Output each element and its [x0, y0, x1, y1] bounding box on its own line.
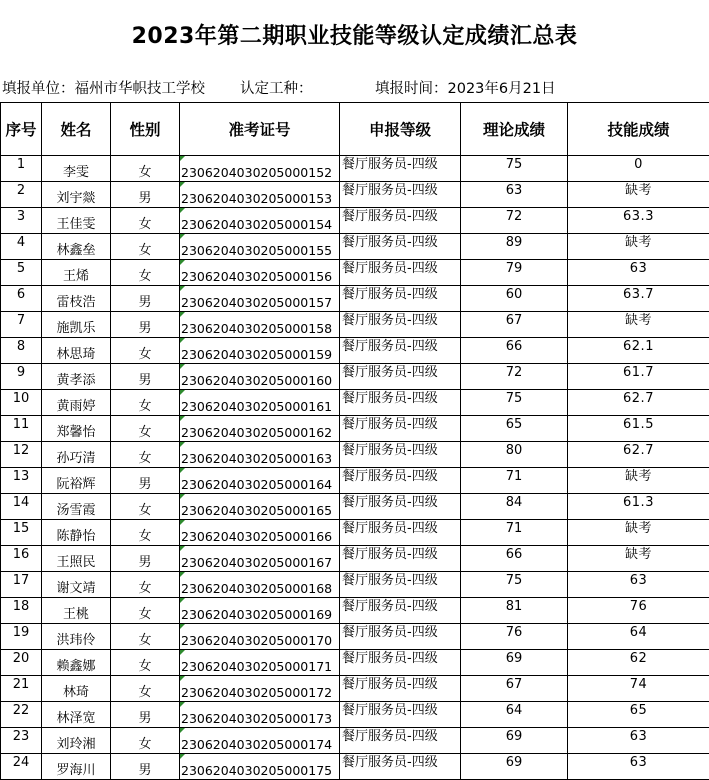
cell-skill[interactable]: 65	[568, 702, 709, 728]
cell-gender[interactable]: 女	[111, 208, 180, 234]
cell-exam-id[interactable]: 2306204030205000162	[180, 416, 340, 442]
cell-gender[interactable]: 女	[111, 728, 180, 754]
cell-skill[interactable]: 63	[568, 572, 709, 598]
cell-level[interactable]: 餐厅服务员-四级	[340, 494, 461, 520]
cell-level[interactable]: 餐厅服务员-四级	[340, 260, 461, 286]
header-level[interactable]: 申报等级	[340, 103, 461, 156]
cell-seq[interactable]: 3	[1, 208, 42, 234]
cell-theory[interactable]: 80	[461, 442, 568, 468]
cell-seq[interactable]: 6	[1, 286, 42, 312]
cell-level[interactable]: 餐厅服务员-四级	[340, 546, 461, 572]
cell-exam-id[interactable]: 2306204030205000174	[180, 728, 340, 754]
table-row	[1, 390, 709, 416]
cell-skill[interactable]: 缺考	[568, 312, 709, 338]
cell-seq[interactable]: 8	[1, 338, 42, 364]
cell-name[interactable]: 陈静怡	[42, 520, 111, 546]
table-row	[1, 468, 709, 494]
cell-seq[interactable]: 14	[1, 494, 42, 520]
table-row	[1, 312, 709, 338]
table-row	[1, 234, 709, 260]
cell-seq[interactable]: 11	[1, 416, 42, 442]
cell-exam-id[interactable]: 2306204030205000156	[180, 260, 340, 286]
cell-level[interactable]: 餐厅服务员-四级	[340, 208, 461, 234]
cell-level[interactable]: 餐厅服务员-四级	[340, 572, 461, 598]
cell-skill[interactable]: 61.7	[568, 364, 709, 390]
cell-name[interactable]: 汤雪霞	[42, 494, 111, 520]
report-time: 填报时间：2023年6月21日	[375, 77, 556, 98]
cell-exam-id[interactable]: 2306204030205000164	[180, 468, 340, 494]
cell-gender[interactable]: 女	[111, 442, 180, 468]
table-row	[1, 156, 709, 182]
cell-gender[interactable]: 男	[111, 702, 180, 728]
cell-theory[interactable]: 72	[461, 208, 568, 234]
cell-skill[interactable]: 缺考	[568, 182, 709, 208]
cell-exam-id[interactable]: 2306204030205000171	[180, 650, 340, 676]
table-row	[1, 338, 709, 364]
table-row	[1, 286, 709, 312]
cell-level[interactable]: 餐厅服务员-四级	[340, 364, 461, 390]
cell-exam-id[interactable]: 2306204030205000167	[180, 546, 340, 572]
cell-exam-id[interactable]: 2306204030205000159	[180, 338, 340, 364]
cell-theory[interactable]: 75	[461, 156, 568, 182]
header-seq[interactable]: 序号	[1, 103, 42, 156]
header-name[interactable]: 姓名	[42, 103, 111, 156]
cell-seq[interactable]: 20	[1, 650, 42, 676]
cell-name[interactable]: 赖鑫娜	[42, 650, 111, 676]
cell-skill[interactable]: 63.7	[568, 286, 709, 312]
cell-gender[interactable]: 男	[111, 468, 180, 494]
cell-seq[interactable]: 23	[1, 728, 42, 754]
cell-level[interactable]: 餐厅服务员-四级	[340, 520, 461, 546]
cell-name[interactable]: 罗海川	[42, 754, 111, 780]
cell-level[interactable]: 餐厅服务员-四级	[340, 442, 461, 468]
cell-gender[interactable]: 女	[111, 676, 180, 702]
cell-name[interactable]: 林泽宽	[42, 702, 111, 728]
cell-exam-id[interactable]: 2306204030205000154	[180, 208, 340, 234]
cell-exam-id[interactable]: 2306204030205000166	[180, 520, 340, 546]
cell-skill[interactable]: 63.3	[568, 208, 709, 234]
cell-theory[interactable]: 76	[461, 624, 568, 650]
table-row	[1, 546, 709, 572]
cell-skill[interactable]: 63	[568, 754, 709, 780]
cell-seq[interactable]: 24	[1, 754, 42, 780]
cell-gender[interactable]: 男	[111, 754, 180, 780]
cell-exam-id[interactable]: 2306204030205000155	[180, 234, 340, 260]
cell-skill[interactable]: 缺考	[568, 520, 709, 546]
cell-seq[interactable]: 13	[1, 468, 42, 494]
cell-skill[interactable]: 缺考	[568, 468, 709, 494]
cell-level[interactable]: 餐厅服务员-四级	[340, 312, 461, 338]
cell-theory[interactable]: 81	[461, 598, 568, 624]
cell-exam-id[interactable]: 2306204030205000168	[180, 572, 340, 598]
cell-gender[interactable]: 女	[111, 598, 180, 624]
cell-level[interactable]: 餐厅服务员-四级	[340, 182, 461, 208]
cell-level[interactable]: 餐厅服务员-四级	[340, 624, 461, 650]
cell-gender[interactable]: 女	[111, 234, 180, 260]
cell-gender[interactable]: 女	[111, 416, 180, 442]
cell-seq[interactable]: 2	[1, 182, 42, 208]
cell-gender[interactable]: 女	[111, 390, 180, 416]
cell-theory[interactable]: 89	[461, 234, 568, 260]
cell-name[interactable]: 林鑫垒	[42, 234, 111, 260]
cell-theory[interactable]: 60	[461, 286, 568, 312]
cell-level[interactable]: 餐厅服务员-四级	[340, 468, 461, 494]
cell-level[interactable]: 餐厅服务员-四级	[340, 338, 461, 364]
cell-theory[interactable]: 79	[461, 260, 568, 286]
cell-name[interactable]: 洪玮伶	[42, 624, 111, 650]
cell-exam-id[interactable]: 2306204030205000170	[180, 624, 340, 650]
score-table	[0, 102, 709, 780]
cell-gender[interactable]: 男	[111, 182, 180, 208]
table-row	[1, 754, 709, 780]
table-row	[1, 442, 709, 468]
cell-skill[interactable]: 76	[568, 598, 709, 624]
cell-name[interactable]: 王烯	[42, 260, 111, 286]
table-row	[1, 728, 709, 754]
cell-seq[interactable]: 15	[1, 520, 42, 546]
cell-exam-id[interactable]: 2306204030205000161	[180, 390, 340, 416]
cell-name[interactable]: 王佳雯	[42, 208, 111, 234]
trade-label: 认定工种：	[240, 77, 313, 98]
cell-level[interactable]: 餐厅服务员-四级	[340, 754, 461, 780]
info-bar	[0, 68, 709, 102]
cell-seq[interactable]: 17	[1, 572, 42, 598]
cell-theory[interactable]: 63	[461, 182, 568, 208]
report-unit: 填报单位：福州市华帜技工学校	[2, 77, 205, 98]
cell-theory[interactable]: 72	[461, 364, 568, 390]
table-row	[1, 624, 709, 650]
table-row	[1, 520, 709, 546]
cell-exam-id[interactable]: 2306204030205000175	[180, 754, 340, 780]
cell-theory[interactable]: 64	[461, 702, 568, 728]
cell-gender[interactable]: 女	[111, 520, 180, 546]
cell-skill[interactable]: 62.7	[568, 390, 709, 416]
cell-exam-id[interactable]: 2306204030205000160	[180, 364, 340, 390]
cell-seq[interactable]: 18	[1, 598, 42, 624]
cell-gender[interactable]: 女	[111, 338, 180, 364]
cell-gender[interactable]: 女	[111, 494, 180, 520]
table-row	[1, 260, 709, 286]
cell-theory[interactable]: 66	[461, 338, 568, 364]
cell-name[interactable]: 刘玲湘	[42, 728, 111, 754]
cell-skill[interactable]: 61.3	[568, 494, 709, 520]
header-row	[1, 103, 709, 156]
cell-name[interactable]: 孙巧清	[42, 442, 111, 468]
table-row	[1, 208, 709, 234]
cell-level[interactable]: 餐厅服务员-四级	[340, 234, 461, 260]
cell-level[interactable]: 餐厅服务员-四级	[340, 390, 461, 416]
cell-theory[interactable]: 75	[461, 572, 568, 598]
cell-gender[interactable]: 女	[111, 624, 180, 650]
cell-exam-id[interactable]: 2306204030205000152	[180, 156, 340, 182]
cell-skill[interactable]: 缺考	[568, 546, 709, 572]
cell-theory[interactable]: 67	[461, 676, 568, 702]
cell-theory[interactable]: 71	[461, 520, 568, 546]
cell-theory[interactable]: 84	[461, 494, 568, 520]
cell-name[interactable]: 王桃	[42, 598, 111, 624]
cell-seq[interactable]: 21	[1, 676, 42, 702]
cell-seq[interactable]: 16	[1, 546, 42, 572]
header-skill[interactable]: 技能成绩	[568, 103, 709, 156]
cell-seq[interactable]: 12	[1, 442, 42, 468]
cell-name[interactable]: 谢文靖	[42, 572, 111, 598]
cell-seq[interactable]: 10	[1, 390, 42, 416]
cell-gender[interactable]: 男	[111, 546, 180, 572]
cell-exam-id[interactable]: 2306204030205000163	[180, 442, 340, 468]
cell-skill[interactable]: 缺考	[568, 234, 709, 260]
cell-exam-id[interactable]: 2306204030205000165	[180, 494, 340, 520]
cell-gender[interactable]: 女	[111, 650, 180, 676]
cell-skill[interactable]: 62.7	[568, 442, 709, 468]
cell-seq[interactable]: 7	[1, 312, 42, 338]
cell-theory[interactable]: 66	[461, 546, 568, 572]
cell-name[interactable]: 王照民	[42, 546, 111, 572]
cell-skill[interactable]: 62	[568, 650, 709, 676]
header-exam-id[interactable]: 准考证号	[180, 103, 340, 156]
cell-name[interactable]: 阮裕辉	[42, 468, 111, 494]
cell-name[interactable]: 刘宇燚	[42, 182, 111, 208]
sheet-title: 2023年第二期职业技能等级认定成绩汇总表	[0, 0, 709, 68]
cell-gender[interactable]: 女	[111, 260, 180, 286]
table-row	[1, 364, 709, 390]
cell-level[interactable]: 餐厅服务员-四级	[340, 650, 461, 676]
cell-name[interactable]: 李雯	[42, 156, 111, 182]
cell-name[interactable]: 郑馨怡	[42, 416, 111, 442]
cell-theory[interactable]: 65	[461, 416, 568, 442]
cell-skill[interactable]: 62.1	[568, 338, 709, 364]
cell-seq[interactable]: 19	[1, 624, 42, 650]
cell-skill[interactable]: 63	[568, 728, 709, 754]
cell-name[interactable]: 黄孝添	[42, 364, 111, 390]
cell-gender[interactable]: 男	[111, 286, 180, 312]
cell-exam-id[interactable]: 2306204030205000157	[180, 286, 340, 312]
cell-theory[interactable]: 69	[461, 650, 568, 676]
table-row	[1, 182, 709, 208]
cell-gender[interactable]: 男	[111, 364, 180, 390]
cell-seq[interactable]: 22	[1, 702, 42, 728]
cell-gender[interactable]: 女	[111, 156, 180, 182]
cell-name[interactable]: 施凯乐	[42, 312, 111, 338]
cell-name[interactable]: 林琦	[42, 676, 111, 702]
cell-exam-id[interactable]: 2306204030205000158	[180, 312, 340, 338]
table-row	[1, 572, 709, 598]
cell-name[interactable]: 雷枝浩	[42, 286, 111, 312]
cell-skill[interactable]: 61.5	[568, 416, 709, 442]
header-theory[interactable]: 理论成绩	[461, 103, 568, 156]
cell-exam-id[interactable]: 2306204030205000169	[180, 598, 340, 624]
cell-name[interactable]: 黄雨婷	[42, 390, 111, 416]
cell-seq[interactable]: 5	[1, 260, 42, 286]
cell-theory[interactable]: 71	[461, 468, 568, 494]
cell-exam-id[interactable]: 2306204030205000173	[180, 702, 340, 728]
cell-level[interactable]: 餐厅服务员-四级	[340, 728, 461, 754]
header-gender[interactable]: 性别	[111, 103, 180, 156]
cell-seq[interactable]: 9	[1, 364, 42, 390]
cell-level[interactable]: 餐厅服务员-四级	[340, 598, 461, 624]
table-row	[1, 598, 709, 624]
cell-skill[interactable]: 74	[568, 676, 709, 702]
cell-theory[interactable]: 75	[461, 390, 568, 416]
cell-seq[interactable]: 1	[1, 156, 42, 182]
cell-level[interactable]: 餐厅服务员-四级	[340, 286, 461, 312]
cell-skill[interactable]: 63	[568, 260, 709, 286]
table-row	[1, 416, 709, 442]
cell-skill[interactable]: 0	[568, 156, 709, 182]
cell-name[interactable]: 林思琦	[42, 338, 111, 364]
cell-exam-id[interactable]: 2306204030205000153	[180, 182, 340, 208]
cell-theory[interactable]: 69	[461, 754, 568, 780]
cell-level[interactable]: 餐厅服务员-四级	[340, 416, 461, 442]
cell-seq[interactable]: 4	[1, 234, 42, 260]
cell-level[interactable]: 餐厅服务员-四级	[340, 676, 461, 702]
table-row	[1, 650, 709, 676]
table-row	[1, 702, 709, 728]
table-row	[1, 676, 709, 702]
cell-theory[interactable]: 67	[461, 312, 568, 338]
cell-exam-id[interactable]: 2306204030205000172	[180, 676, 340, 702]
cell-theory[interactable]: 69	[461, 728, 568, 754]
table-row	[1, 494, 709, 520]
cell-gender[interactable]: 男	[111, 312, 180, 338]
cell-level[interactable]: 餐厅服务员-四级	[340, 156, 461, 182]
cell-skill[interactable]: 64	[568, 624, 709, 650]
cell-level[interactable]: 餐厅服务员-四级	[340, 702, 461, 728]
cell-gender[interactable]: 女	[111, 572, 180, 598]
